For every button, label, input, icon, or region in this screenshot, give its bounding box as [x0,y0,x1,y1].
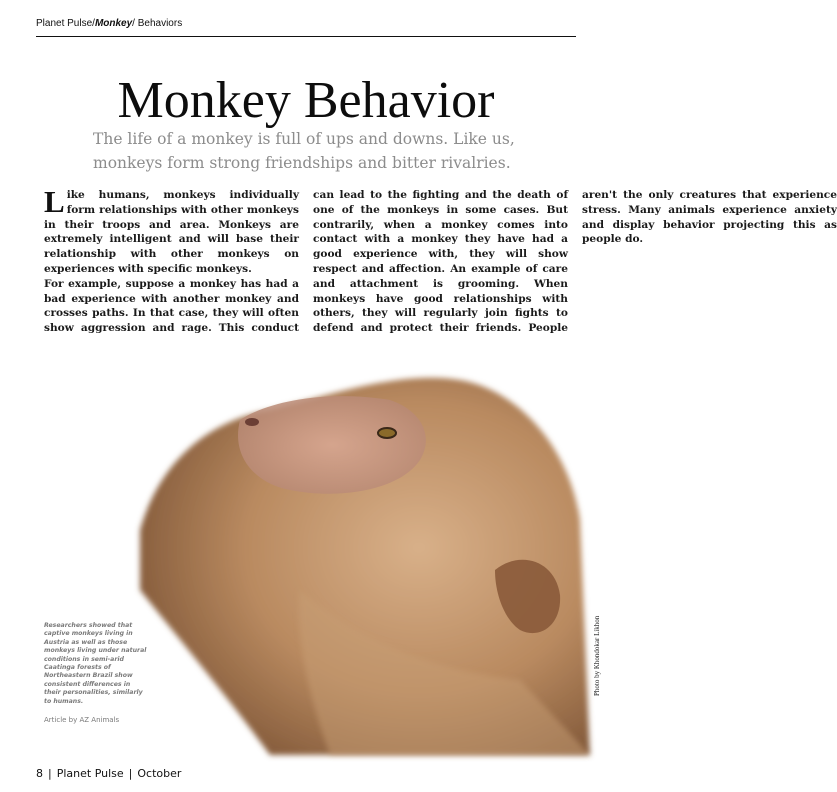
footer-separator-1: | [48,767,52,780]
photo-caption: Researchers showed that captive monkeys living in Austria as well as those monkeys living under natural conditions in semi-arid Caatinga forests of Northeastern Brazil show consistent differences in their personalities, similarly to humans. [44,622,147,705]
article-paragraph-1 [44,184,299,277]
paragraph-1-text: ike humans, monkeys individually form relationships with other monkeys in their troops and area. Monkeys are extremely intelligent and will base their relationship with other monkeys on experiences with specific monkeys. [44,189,299,275]
page-subtitle: The life of a monkey is full of ups and downs. Like us, monkeys form strong friendships and bitter rivalries. [93,130,515,172]
monkey-nostril [245,418,259,426]
header-rule [36,36,576,37]
drop-cap: L [44,184,65,219]
page-number: 8 [36,767,43,780]
header-sub: / Behaviors [132,18,183,29]
article-paragraph-2: For example, suppose a monkey has had a bad experience with another monkey and crosses paths. In that case, they will often show aggression and rage. This conduct can lead to the fighting and the death of one of the monkeys in some cases. But contrarily, when a monkey comes into contact with a monkey they have had a good experience with, they will show respect and affection. An example of care and attachment is grooming. When monkeys have good relationships with others, they will regularly join fights to defend and protect their friends. People aren't the only creatures that experience stress. Many animals experience anxiety and display behavior projecting this as people do. [44,189,837,335]
monkey-eye [378,428,396,438]
footer-magazine: Planet Pulse [56,767,124,780]
page-footer [36,767,181,780]
monkey-photo [100,340,590,755]
header-section: Planet Pulse/ [36,18,95,29]
photo-credit: Photo by Khondokar Likhon [593,615,601,696]
header-topic: Monkey [94,18,133,29]
footer-separator-2: | [128,767,133,780]
page-title: Monkey Behavior [117,72,495,129]
footer-month: October [137,767,182,780]
article-body [44,184,837,346]
article-credit: Article by AZ Animals [44,716,120,724]
running-header [36,18,182,29]
